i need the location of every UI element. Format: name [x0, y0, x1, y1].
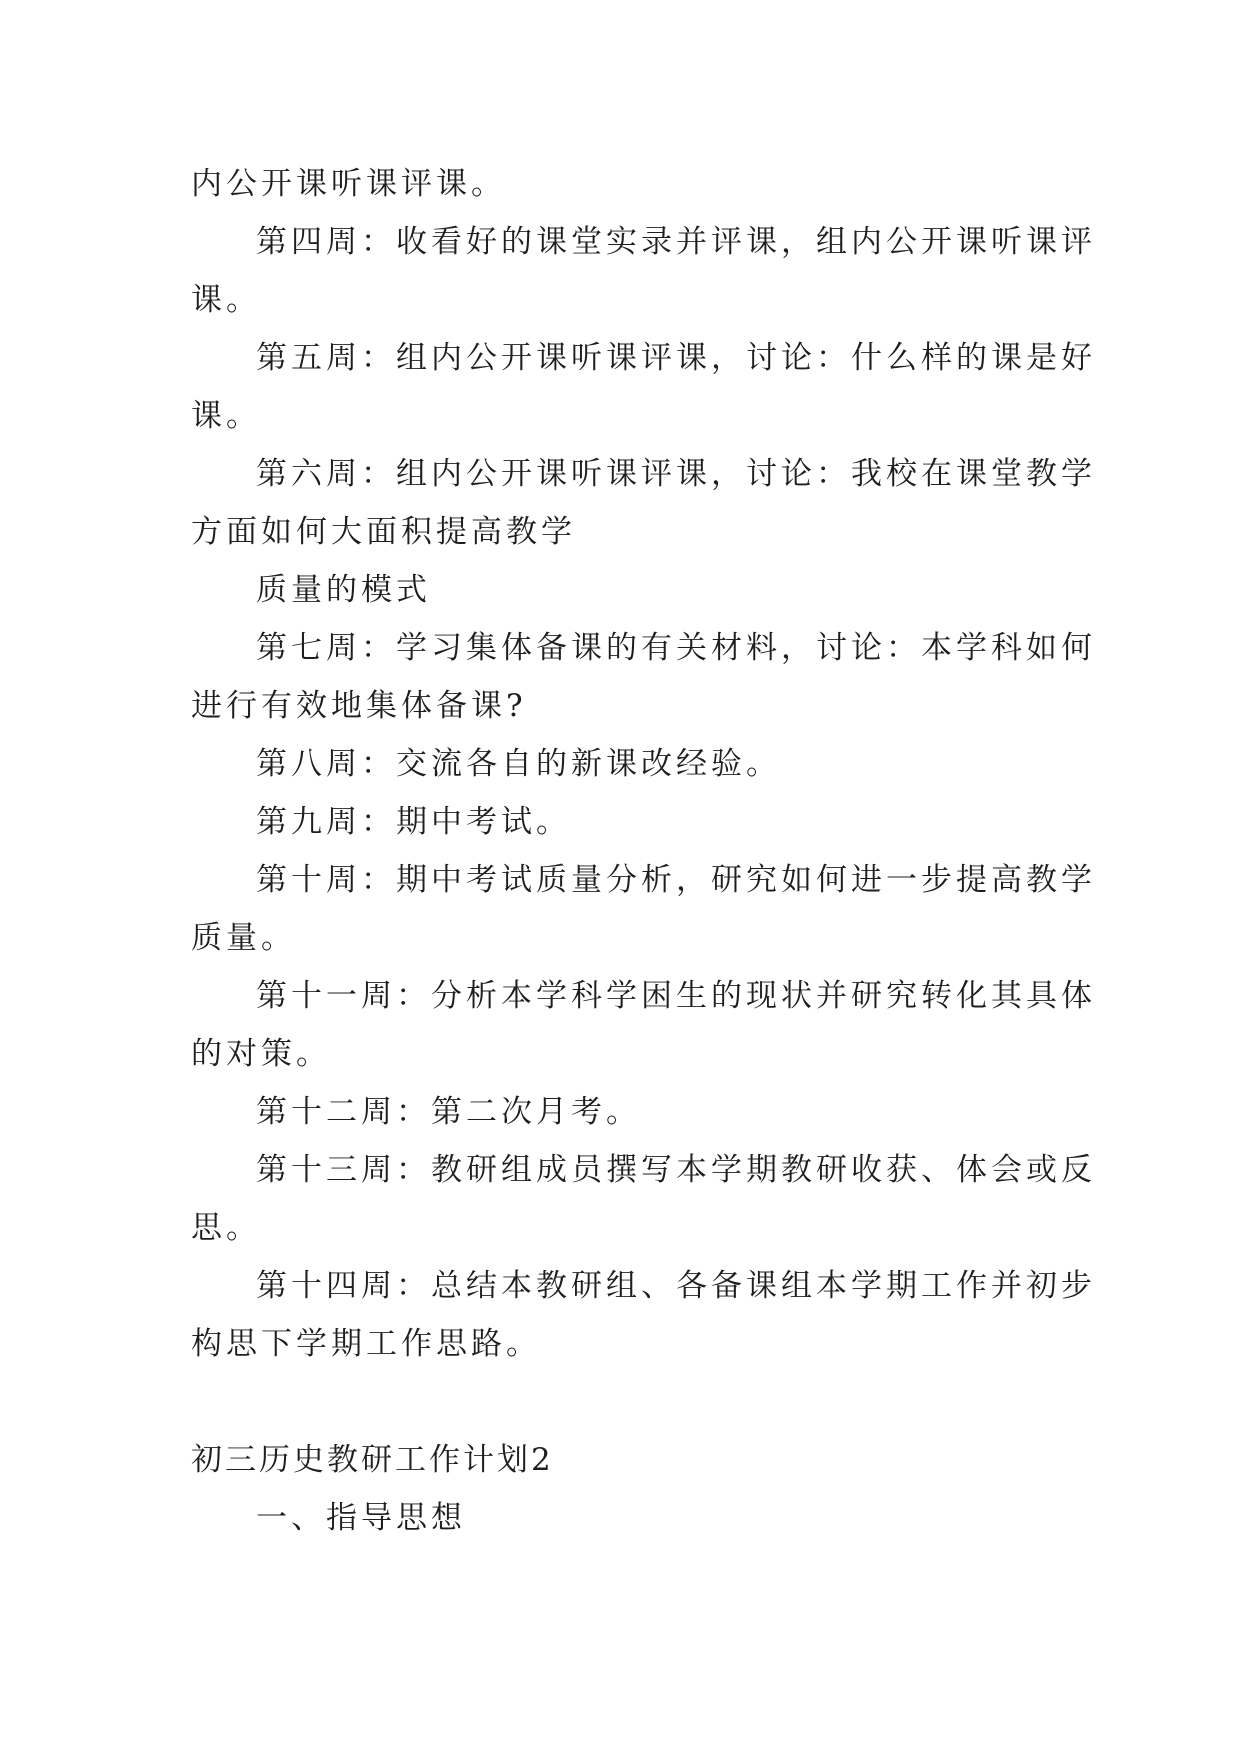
text-line: 的对策。: [191, 1036, 331, 1072]
text-line: 思。: [191, 1210, 261, 1246]
text-line: 第六周：组内公开课听课评课，讨论：我校在课堂教学: [256, 456, 1096, 492]
text-line: 内公开课听课评课。: [191, 166, 506, 202]
text-line: 第四周：收看好的课堂实录并评课，组内公开课听课评: [256, 224, 1096, 260]
text-line: 第七周：学习集体备课的有关材料，讨论：本学科如何: [256, 630, 1096, 666]
text-line: 第五周：组内公开课听课评课，讨论：什么样的课是好: [256, 340, 1096, 376]
text-line: 构思下学期工作思路。: [191, 1326, 541, 1362]
text-line: 课。: [191, 282, 261, 318]
text-line: 第十四周：总结本教研组、各备课组本学期工作并初步: [256, 1268, 1096, 1304]
text-line: 第九周：期中考试。: [256, 804, 571, 840]
text-line: 方面如何大面积提高教学: [191, 514, 576, 550]
text-line: 质量的模式: [256, 572, 431, 608]
text-line: 课。: [191, 398, 261, 434]
text-line: 第十一周：分析本学科学困生的现状并研究转化其具体: [256, 978, 1096, 1014]
text-line: 第十三周：教研组成员撰写本学期教研收获、体会或反: [256, 1152, 1096, 1188]
section-title: 初三历史教研工作计划2: [191, 1442, 554, 1478]
text-line: 第十周：期中考试质量分析，研究如何进一步提高教学: [256, 862, 1096, 898]
section-heading: 一、指导思想: [256, 1500, 466, 1536]
text-line: 质量。: [191, 920, 296, 956]
text-line: 第八周：交流各自的新课改经验。: [256, 746, 781, 782]
text-line: 第十二周：第二次月考。: [256, 1094, 641, 1130]
text-line: 进行有效地集体备课?: [191, 688, 527, 724]
